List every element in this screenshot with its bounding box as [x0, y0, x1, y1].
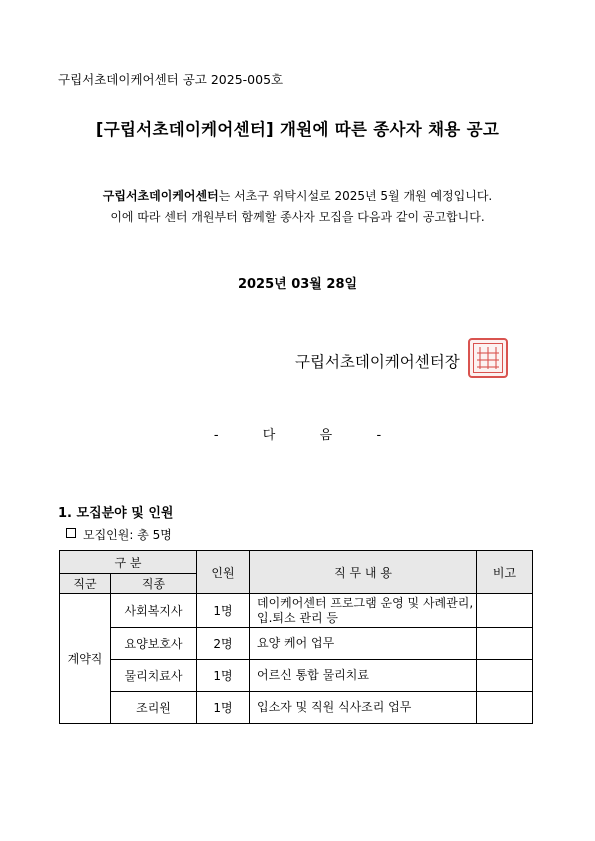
table-row: [60, 628, 533, 660]
cell-duties: [250, 594, 477, 628]
section-heading-recruitment: 1. 모집분야 및 인원: [58, 506, 174, 521]
header-remarks: 비고: [477, 551, 533, 594]
table-row: [60, 594, 533, 628]
table-row: [60, 692, 533, 724]
divider-char-da: 다: [262, 428, 276, 443]
intro-center-name: 구립서초데이케어센터: [102, 189, 219, 203]
square-bullet-icon: [66, 528, 76, 538]
cell-remarks: [477, 660, 533, 692]
seal-mark: [477, 352, 499, 354]
bullet-headcount-text: 모집인원: 총 5명: [83, 528, 172, 542]
table-header-row: [60, 551, 533, 574]
cell-remarks: [477, 594, 533, 628]
cell-headcount: 1명: [197, 692, 250, 724]
table-row: [60, 660, 533, 692]
intro-line-2: 이에 따라 센터 개원부터 함께할 종사자 모집을 다음과 같이 공고합니다.: [110, 210, 485, 224]
cell-duties: 어르신 통합 물리치료: [250, 660, 477, 692]
cell-duties: 요양 케어 업무: [250, 628, 477, 660]
cell-duties-line: 입.퇴소 관리 등: [257, 610, 338, 625]
header-category: 구 분: [60, 551, 197, 574]
recruitment-table: [59, 550, 533, 724]
notice-number: 구립서초데이케어센터 공고 2025-005호: [58, 72, 284, 87]
cell-job-type: 요양보호사: [111, 628, 197, 660]
intro-paragraph: [40, 186, 555, 228]
divider-dash-right: -: [376, 428, 382, 443]
intro-line-1: [40, 186, 555, 207]
cell-headcount: 1명: [197, 660, 250, 692]
cell-headcount: 2명: [197, 628, 250, 660]
cell-job-type: 사회복지사: [111, 594, 197, 628]
header-job-type: 직종: [111, 574, 197, 594]
cell-remarks: [477, 692, 533, 724]
divider-dash-left: -: [213, 428, 219, 443]
header-job-group: 직군: [60, 574, 111, 594]
seal-mark: [477, 359, 499, 361]
cell-duties-line: 데이케어센터 프로그램 운영 및 사례관리,: [257, 595, 474, 610]
page-title: [구립서초데이케어센터] 개원에 따른 종사자 채용 공고: [95, 120, 500, 139]
cell-headcount: 1명: [197, 594, 250, 628]
cell-duties: 입소자 및 직원 식사조리 업무: [250, 692, 477, 724]
header-headcount: 인원: [197, 551, 250, 594]
intro-line-1-rest: 는 서초구 위탁시설로 2025년 5월 개원 예정입니다.: [218, 189, 493, 203]
official-seal-stamp: [468, 338, 508, 378]
divider-daum: [0, 424, 595, 443]
seal-mark: [477, 366, 499, 368]
notice-date: 2025년 03월 28일: [237, 277, 358, 292]
cell-job-type: 물리치료사: [111, 660, 197, 692]
header-duties: 직 무 내 용: [250, 551, 477, 594]
bullet-headcount: [66, 526, 172, 543]
cell-job-type: 조리원: [111, 692, 197, 724]
cell-job-group: 계약직: [60, 594, 111, 724]
issuer-name: 구립서초데이케어센터장: [295, 353, 460, 371]
divider-char-eum: 음: [319, 428, 333, 443]
cell-remarks: [477, 628, 533, 660]
